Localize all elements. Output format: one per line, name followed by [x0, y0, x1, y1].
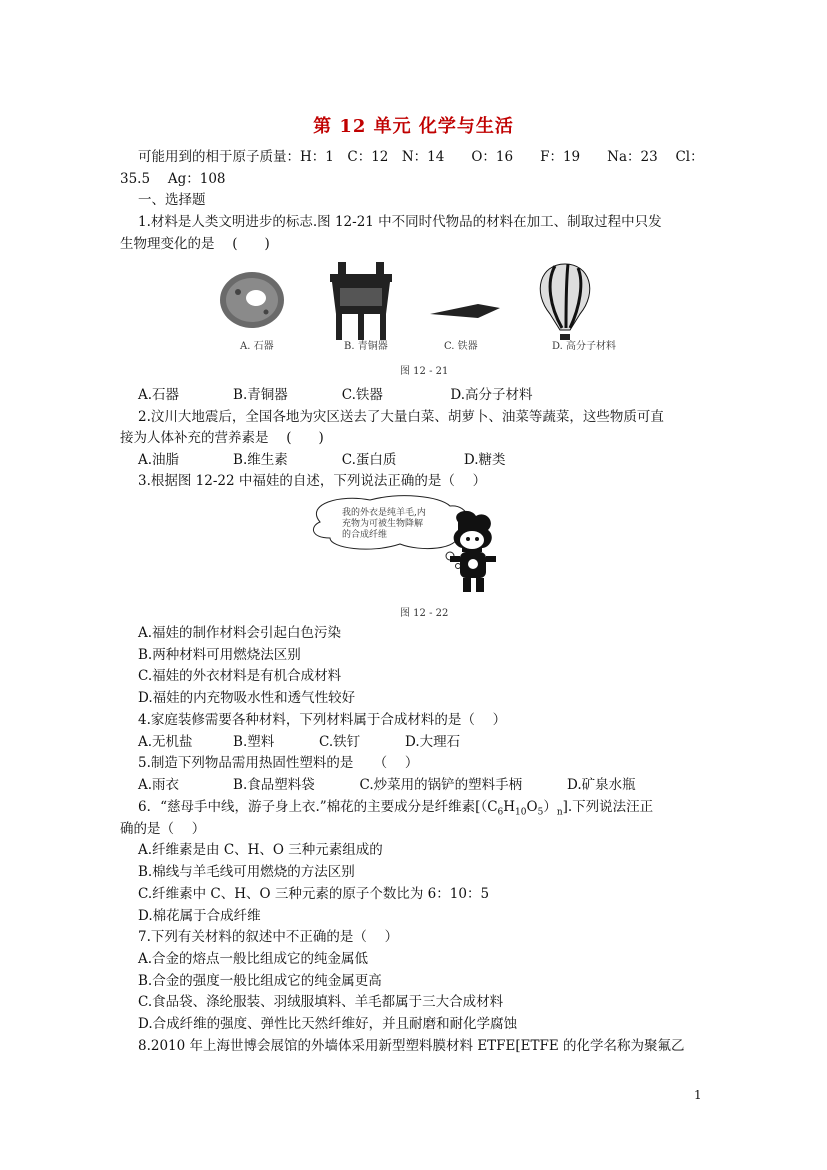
formula-sub-h: 10 — [515, 807, 527, 818]
hot-air-balloon-image — [540, 264, 590, 340]
q3-option-d: D.福娃的内充物吸水性和透气性较好 — [138, 690, 356, 706]
q5-options: A.雨衣 B.食品塑料袋 C.炒菜用的锅铲的塑料手柄 D.矿泉水瓶 — [138, 777, 636, 793]
q6-text-2: 确的是（ ） — [120, 821, 206, 837]
fig-label-c: C. 铁器 — [444, 341, 478, 352]
fig-label-a: A. 石器 — [240, 341, 274, 352]
q8-text: 8.2010 年上海世博会展馆的外墙体采用新型塑料膜材料 ETFE[ETFE 的化学名称为聚氟乙 — [138, 1038, 685, 1054]
q2-text-1: 2.汶川大地震后，全国各地为灾区送去了大量白菜、胡萝卜、油菜等蔬菜，这些物质可直 — [138, 409, 664, 425]
bubble-line-1: 我的外衣是纯羊毛,内 — [342, 508, 426, 518]
page-number: 1 — [694, 1088, 702, 1102]
fig-caption-12-21: 图 12 - 21 — [400, 366, 449, 377]
q2-text-2: 接为人体补充的营养素是 ( ) — [120, 430, 324, 446]
stone-tool-image — [220, 272, 284, 328]
q7-option-c: C.食品袋、涤纶服装、羽绒服填料、羊毛都属于三大合成材料 — [138, 994, 504, 1010]
atomic-mass-line-1: 可能用到的相于原子质量：H：1 C：12 N：14 O：16 F：19 Na：23 Cl： — [138, 149, 704, 165]
bronze-vessel-image — [330, 262, 392, 340]
q7-option-d: D.合成纤维的强度、弹性比天然纤维好，并且耐磨和耐化学腐蚀 — [138, 1016, 518, 1032]
q3-option-c: C.福娃的外衣材料是有机合成材料 — [138, 668, 342, 684]
q6-option-d: D.棉花属于合成纤维 — [138, 908, 261, 924]
q6-option-c: C.纤维素中 C、H、O 三种元素的原子个数比为 6：10：5 — [138, 886, 490, 902]
figure-12-21 — [210, 252, 630, 377]
iron-tool-image — [430, 304, 500, 318]
q5-text: 5.制造下列物品需用热固性塑料的是 （ ） — [138, 755, 419, 771]
q7-text: 7.下列有关材料的叙述中不正确的是（ ） — [138, 929, 399, 945]
q3-option-b: B.两种材料可用燃烧法区别 — [138, 647, 301, 663]
formula-sub-o: 5 — [537, 807, 544, 818]
fig-label-d: D. 高分子材料 — [552, 341, 617, 352]
formula-sub-c: 6 — [497, 807, 504, 818]
page-title: 第 12 单元 化学与生活 — [313, 116, 514, 137]
formula-paren: ） — [543, 799, 557, 815]
q6-text-1-main: 6．“慈母手中线，游子身上衣.”棉花的主要成分是纤维素[（C — [138, 799, 498, 815]
q7-option-a: A.合金的熔点一般比组成它的纯金属低 — [138, 951, 369, 967]
fig-caption-12-22: 图 12 - 22 — [400, 608, 449, 619]
q1-text-2: 生物理变化的是 ( ) — [120, 236, 270, 252]
q6-option-a: A.纤维素是由 C、H、O 三种元素组成的 — [138, 842, 383, 858]
q6-text-1-tail: ].下列说法汪正 — [562, 799, 654, 815]
atomic-mass-line-2: 35.5 Ag：108 — [120, 171, 226, 187]
q6-option-b: B.棉线与羊毛线可用燃烧的方法区别 — [138, 864, 355, 880]
q4-text: 4.家庭装修需要各种材料，下列材料属于合成材料的是（ ） — [138, 712, 507, 728]
q4-options: A.无机盐 B.塑料 C.铁钉 D.大理石 — [138, 734, 461, 750]
q2-options: A.油脂 B.维生素 C.蛋白质 D.糖类 — [138, 452, 506, 468]
formula-sub-n: n — [556, 807, 563, 818]
bubble-line-3: 的合成纤维 — [342, 530, 388, 540]
fig-label-b: B. 青铜器 — [344, 341, 388, 352]
q3-option-a: A.福娃的制作材料会引起白色污染 — [138, 625, 342, 641]
q7-option-b: B.合金的强度一般比组成它的纯金属更高 — [138, 973, 382, 989]
section-heading: 一、选择题 — [138, 192, 206, 208]
q3-text: 3.根据图 12-22 中福娃的自述，下列说法正确的是（ ） — [138, 473, 487, 489]
formula-o: O — [526, 799, 538, 815]
bubble-line-2: 充物为可被生物降解 — [342, 519, 424, 529]
q1-options: A.石器 B.青铜器 C.铁器 D.高分子材料 — [138, 387, 533, 403]
formula-h: H — [503, 799, 516, 815]
q1-text-1: 1.材料是人类文明进步的标志.图 12-21 中不同时代物品的材料在加工、制取过程中只发 — [138, 214, 662, 230]
